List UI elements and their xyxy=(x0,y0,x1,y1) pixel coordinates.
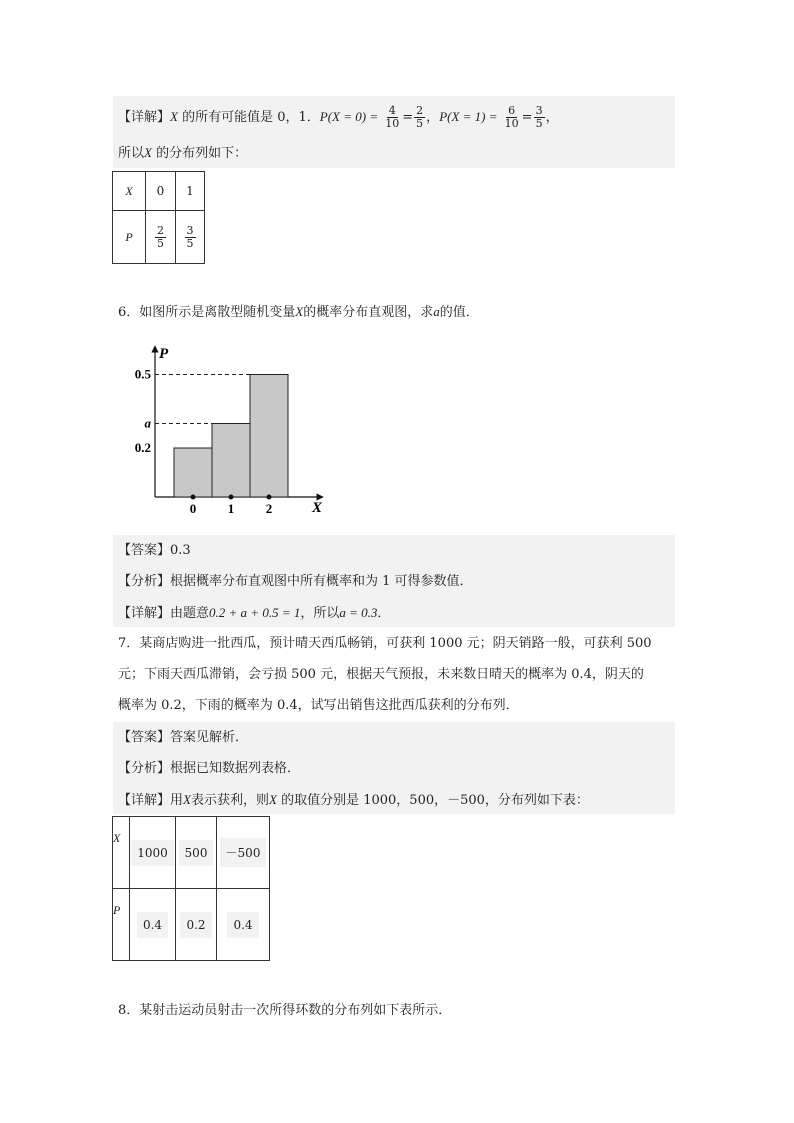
var-x: X xyxy=(170,109,178,124)
table2-header-p: P xyxy=(113,889,130,961)
bar-1 xyxy=(212,424,250,498)
bar-2 xyxy=(250,375,288,498)
x-dot-0 xyxy=(191,495,196,500)
table2-header-x: X xyxy=(113,817,130,889)
x-axis-label: X xyxy=(312,500,323,516)
q7-detail: 【详解】用X表示获利，则X 的取值分别是 1000，500，－500，分布列如下表： xyxy=(118,792,589,808)
table2-cell: 500 xyxy=(176,817,217,889)
table1-cell: $\frac{3}{5}$ xyxy=(176,211,205,264)
analysis-tag: 【分析】 xyxy=(118,761,171,776)
var-a: a xyxy=(433,304,440,319)
x-dot-1 xyxy=(229,495,234,500)
question-7-line-2: 元；下雨天西瓜滞销，会亏损 500 元，根据天气预报，未来数日晴天的概率为 0.4，阴天的 xyxy=(118,667,644,682)
q6-analysis: 【分析】根据概率分布直观图中所有概率和为 1 可得参数值． xyxy=(118,574,473,589)
distribution-table-2 xyxy=(112,816,270,961)
detail-1-line-2: 所以X 的分布列如下： xyxy=(118,145,248,161)
table2-cell: 0.4 xyxy=(217,889,270,961)
detail-tag: 【详解】 xyxy=(118,793,171,808)
answer-tag: 【答案】 xyxy=(118,730,171,745)
fraction-4-10: $\frac{4}{10}$ xyxy=(385,104,400,130)
y-tick-label-a: a xyxy=(144,415,151,431)
table2-cell: －500 xyxy=(217,817,270,889)
table2-cell: 0.2 xyxy=(176,889,217,961)
probability-bar-chart xyxy=(125,340,335,520)
answer-tag: 【答案】 xyxy=(118,543,171,558)
p0-expression: P(X = 0) = xyxy=(319,109,379,124)
table1-cell: 1 xyxy=(176,172,205,211)
x-tick-label-2: 2 xyxy=(265,501,273,516)
table1-header-p: P xyxy=(113,211,146,264)
var-x: X xyxy=(269,792,277,807)
question-7-line-3: 概率为 0.2，下雨的概率为 0.4，试写出销售这批西瓜获利的分布列． xyxy=(118,698,519,713)
table2-cell: 1000 xyxy=(130,817,176,889)
table1-cell: 0 xyxy=(146,172,176,211)
var-x: X xyxy=(295,304,304,319)
y-tick-label-0.5: 0.5 xyxy=(134,366,151,382)
q6-detail: 【详解】由题意0.2 + a + 0.5 = 1，所以a = 0.3． xyxy=(118,605,391,621)
question-7-line-1: 7．某商店购进一批西瓜，预计晴天西瓜畅销，可获利 1000 元；阴天销路一般，可获利 500 xyxy=(118,636,652,651)
q7-analysis: 【分析】根据已知数据列表格． xyxy=(118,761,301,776)
question-6: 6．如图所示是离散型随机变量X的概率分布直观图，求a的值． xyxy=(118,304,479,320)
fraction-6-10: $\frac{6}{10}$ xyxy=(504,104,519,130)
p1-expression: P(X = 1) = xyxy=(439,109,498,124)
q6-answer: 【答案】0.3 xyxy=(118,543,191,558)
table1-header-x: X xyxy=(113,172,146,211)
x-tick-label-1: 1 xyxy=(227,501,235,516)
table1-cell: $\frac{2}{5}$ xyxy=(146,211,176,264)
y-tick-label-0.2: 0.2 xyxy=(134,440,151,455)
question-8: 8．某射击运动员射击一次所得环数的分布列如下表所示． xyxy=(118,1003,452,1018)
detail-1-line-1: 【详解】X 的所有可能值是 0，1．P(X = 0) = $\frac{4}{10}$ = $\frac{2}{5}$ ，P(X = 1) = $\frac{6}{10}$ = $\frac{3}{5}$ ， xyxy=(118,104,559,130)
var-x: X xyxy=(183,792,191,807)
analysis-tag: 【分析】 xyxy=(118,574,171,589)
fraction-3-5: $\frac{3}{5}$ xyxy=(535,104,543,130)
bar-0 xyxy=(174,448,212,497)
detail-text: 的所有可能值是 0，1． xyxy=(177,110,320,125)
var-x: X xyxy=(144,145,152,160)
distribution-table-1 xyxy=(112,171,205,264)
table2-cell: 0.4 xyxy=(130,889,176,961)
detail-tag: 【详解】 xyxy=(118,606,171,621)
x-dot-2 xyxy=(267,495,272,500)
fraction-2-5: $\frac{2}{5}$ xyxy=(416,104,424,130)
x-tick-label-0: 0 xyxy=(189,501,197,516)
detail-tag: 【详解】 xyxy=(118,110,171,125)
q7-answer: 【答案】答案见解析． xyxy=(118,730,249,745)
y-axis-label: P xyxy=(159,346,169,362)
